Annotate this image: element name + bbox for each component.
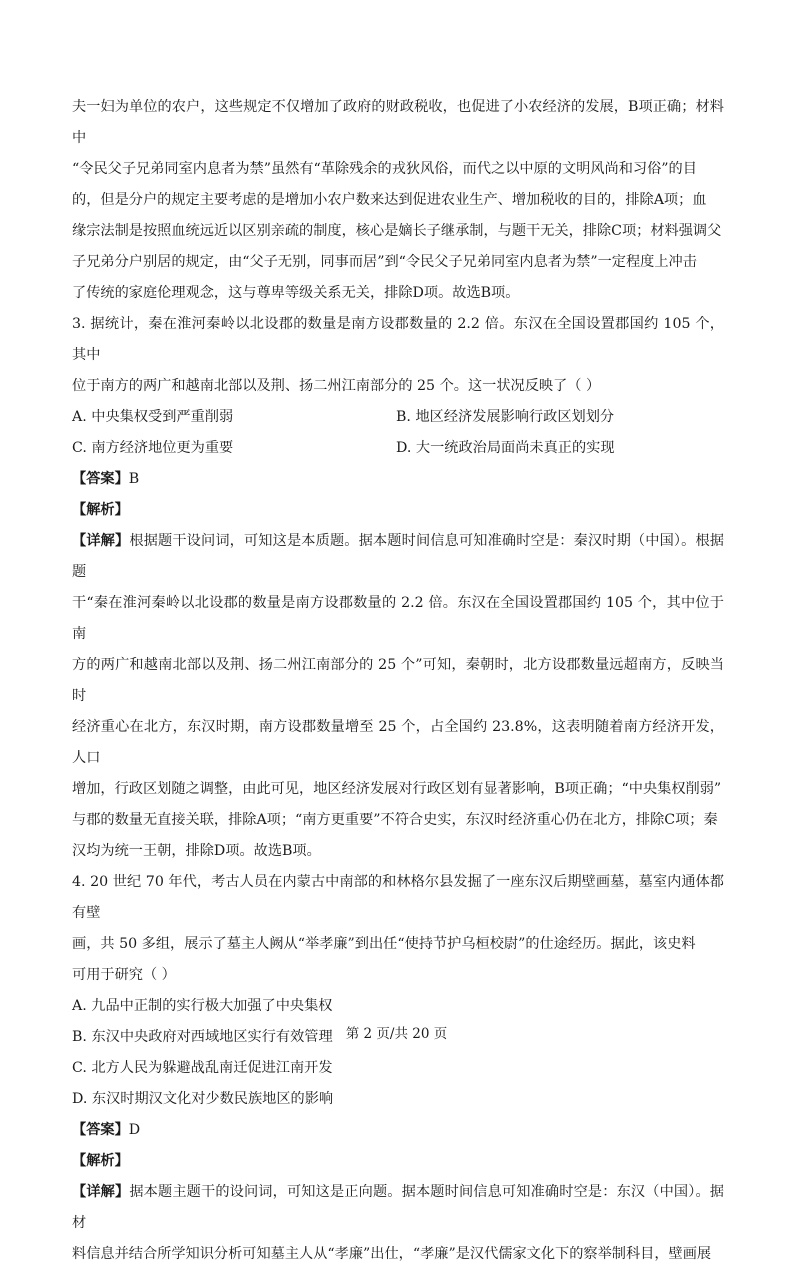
detail-line: 方的两广和越南北部以及荆、扬二州江南部分的 25 个”可知，秦朝时，北方设郡数量远超南方，反映当时 (72, 657, 724, 704)
question-stem-line: 4. 20 世纪 70 年代，考古人员在内蒙古中南部的和林格尔县发掘了一座东汉后期壁画墓，墓室内通体都有壁 (72, 874, 724, 921)
detail-text: 根据题干设问词，可知这是本质题。据本题时间信息可知准确时空是：秦汉时期（中国）。根据题 (72, 533, 724, 580)
option-b: B. 东汉中央政府对西域地区实行有效管理 (72, 1029, 333, 1045)
detail-line: 料信息并结合所学知识分析可知墓主人从“孝廉”出仕，“孝廉”是汉代儒家文化下的察举制科目，壁画展 (72, 1246, 712, 1262)
question-4 (72, 867, 724, 1270)
answer-value: B (128, 471, 140, 487)
analysis-line (72, 495, 724, 526)
text-line: 的，但是分户的规定主要考虑的是增加小农户数来达到促进农业生产、增加税收的目的，排除A项；血 (72, 192, 707, 208)
question-stem-line: 可用于研究（ ） (72, 967, 176, 983)
page-content (72, 92, 724, 1270)
option-c: C. 北方人民为躲避战乱南迁促进江南开发 (72, 1060, 333, 1076)
question-options (72, 402, 724, 464)
option-d: D. 东汉时期汉文化对少数民族地区的影响 (72, 1091, 334, 1107)
analysis-line (72, 1146, 724, 1177)
question-options (72, 991, 724, 1115)
answer-tag: 【答案】 (72, 1122, 129, 1138)
option-c: C. 南方经济地位更为重要 (72, 440, 234, 456)
detail-line (72, 526, 724, 588)
detail-text: 据本题主题干的设问词，可知这是正向题。据本题时间信息可知准确时空是：东汉（中国）。据材 (72, 1184, 724, 1231)
analysis-tag: 【解析】 (72, 502, 129, 518)
text-line: 夫一妇为单位的农户，这些规定不仅增加了政府的财政税收，也促进了小农经济的发展，B项正确；材料中 (72, 99, 724, 146)
option-a: A. 九品中正制的实行极大加强了中央集权 (72, 998, 333, 1014)
question-3 (72, 309, 724, 867)
text-line: “令民父子兄弟同室内息者为禁”虽然有“革除残余的戎狄风俗，而代之以中原的文明风尚和习俗”的目 (72, 161, 697, 177)
answer-line (72, 1115, 724, 1146)
detail-tag: 【详解】 (72, 533, 130, 549)
detail-line: 经济重心在北方，东汉时期，南方设郡数量增至 25 个，占全国约 23.8%，这表明随着南方经济开发，人口 (72, 719, 724, 766)
page-number-footer: 第 2 页/共 20 页 (345, 1026, 448, 1042)
text-line: 子兄弟分户别居的规定，由“父子无别，同事而居”到“令民父子兄弟同室内息者为禁”一定程度上冲击 (72, 254, 697, 270)
detail-line (72, 1177, 724, 1239)
answer-value: D (128, 1122, 141, 1138)
answer-tag: 【答案】 (72, 471, 129, 487)
text-line: 缘宗法制是按照血统远近以区别亲疏的制度，核心是嫡长子继承制，与题干无关，排除C项；材料强调父 (72, 223, 722, 239)
option-b: B. 地区经济发展影响行政区划划分 (396, 409, 615, 425)
analysis-tag: 【解析】 (72, 1153, 129, 1169)
answer-line (72, 464, 724, 495)
question-stem-line: 位于南方的两广和越南北部以及荆、扬二州江南部分的 25 个。这一状况反映了（ ） (72, 378, 601, 394)
option-a: A. 中央集权受到严重削弱 (72, 409, 234, 425)
detail-line: 增加，行政区划随之调整，由此可见，地区经济发展对行政区划有显著影响，B项正确；“中央集权削弱” (72, 781, 722, 797)
detail-line: 与郡的数量无直接关联，排除A项；“南方更重要”不符合史实，东汉时经济重心仍在北方，排除C项；秦 (72, 812, 718, 828)
option-d: D. 大一统政治局面尚未真正的实现 (396, 440, 615, 456)
detail-tag: 【详解】 (72, 1184, 130, 1200)
question-stem-line: 画，共 50 多组，展示了墓主人阙从“举孝廉”到出任“使持节护乌桓校尉”的仕途经历。据此，该史料 (72, 936, 696, 952)
text-line: 了传统的家庭伦理观念，这与尊卑等级关系无关，排除D项。故选B项。 (72, 285, 520, 301)
question-stem-line: 3. 据统计，秦在淮河秦岭以北设郡的数量是南方设郡数量的 2.2 倍。东汉在全国设置郡国约 105 个，其中 (72, 316, 724, 363)
detail-line: 汉均为统一王朝，排除D项。故选B项。 (72, 843, 321, 859)
intro-paragraph (72, 92, 724, 309)
detail-line: 干“秦在淮河秦岭以北设郡的数量是南方设郡数量的 2.2 倍。东汉在全国设置郡国约 105 个，其中位于南 (72, 595, 724, 642)
